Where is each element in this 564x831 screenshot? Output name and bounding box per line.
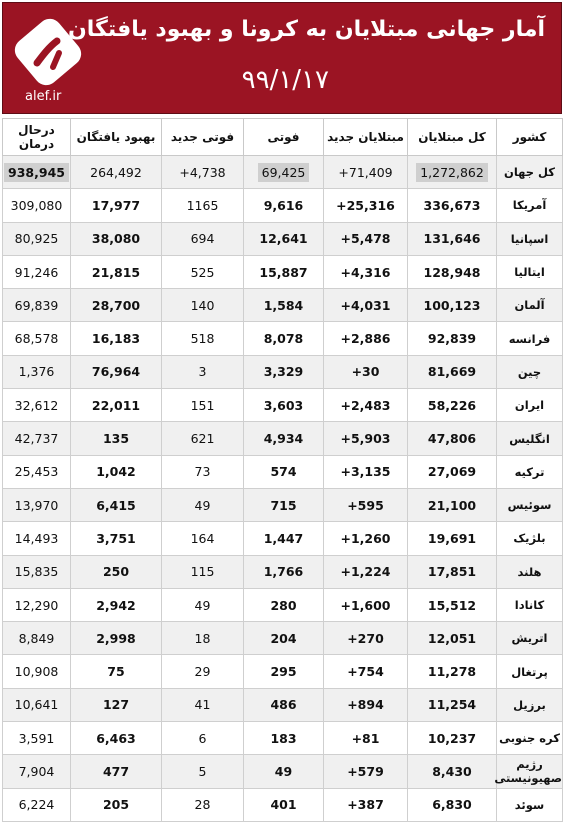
deaths-cell: 8,078 <box>244 322 324 355</box>
deaths-cell: 295 <box>244 655 324 688</box>
active-cell: 15,835 <box>3 555 71 588</box>
new-deaths-cell: +4,738 <box>162 156 244 189</box>
table-row <box>3 355 563 388</box>
new-deaths-cell: 41 <box>162 688 244 721</box>
active-cell: 10,908 <box>3 655 71 688</box>
table-row <box>3 389 563 422</box>
table-row <box>3 788 563 821</box>
total-cell: 100,123 <box>408 289 497 322</box>
deaths-cell: 15,887 <box>244 255 324 288</box>
active-cell: 13,970 <box>3 488 71 521</box>
active-cell: 3,591 <box>3 722 71 755</box>
new-deaths-cell: 29 <box>162 655 244 688</box>
new-cases-cell: +754 <box>324 655 408 688</box>
country-cell: کل جهان <box>497 156 563 189</box>
total-cell: 11,254 <box>408 688 497 721</box>
new-deaths-cell: 694 <box>162 222 244 255</box>
new-cases-cell: +595 <box>324 488 408 521</box>
col-total-header: کل مبتلایان <box>408 119 497 156</box>
new-deaths-cell: 140 <box>162 289 244 322</box>
table-row <box>3 588 563 621</box>
active-cell: 10,641 <box>3 688 71 721</box>
total-cell: 131,646 <box>408 222 497 255</box>
country-cell: کانادا <box>497 588 563 621</box>
new-deaths-cell: 164 <box>162 522 244 555</box>
table-row <box>3 189 563 222</box>
deaths-cell: 1,766 <box>244 555 324 588</box>
table-row <box>3 455 563 488</box>
country-cell: سوئیس <box>497 488 563 521</box>
table-row <box>3 289 563 322</box>
new-deaths-cell: 151 <box>162 389 244 422</box>
recovered-cell: 205 <box>71 788 162 821</box>
col-country-header: کشور <box>497 119 563 156</box>
active-cell: 12,290 <box>3 588 71 621</box>
table-row <box>3 488 563 521</box>
country-cell: آلمان <box>497 289 563 322</box>
recovered-cell: 127 <box>71 688 162 721</box>
active-cell: 938,945 <box>3 156 71 189</box>
total-cell: 12,051 <box>408 622 497 655</box>
table-row <box>3 522 563 555</box>
new-deaths-cell: 73 <box>162 455 244 488</box>
new-cases-cell: +5,478 <box>324 222 408 255</box>
recovered-cell: 75 <box>71 655 162 688</box>
recovered-cell: 477 <box>71 755 162 788</box>
deaths-cell: 49 <box>244 755 324 788</box>
new-cases-cell: +5,903 <box>324 422 408 455</box>
table-row <box>3 156 563 189</box>
col-recovered-header: بهبود یافتگان <box>71 119 162 156</box>
country-cell: چین <box>497 355 563 388</box>
deaths-cell: 1,584 <box>244 289 324 322</box>
deaths-cell: 486 <box>244 688 324 721</box>
table-header-row <box>3 119 563 156</box>
active-cell: 91,246 <box>3 255 71 288</box>
recovered-cell: 17,977 <box>71 189 162 222</box>
deaths-cell: 204 <box>244 622 324 655</box>
new-deaths-cell: 49 <box>162 488 244 521</box>
col-deaths-header: فوتی <box>244 119 324 156</box>
deaths-cell: 574 <box>244 455 324 488</box>
deaths-cell: 183 <box>244 722 324 755</box>
new-deaths-cell: 621 <box>162 422 244 455</box>
total-cell: 17,851 <box>408 555 497 588</box>
recovered-cell: 6,415 <box>71 488 162 521</box>
country-cell: ترکیه <box>497 455 563 488</box>
new-cases-cell: +1,224 <box>324 555 408 588</box>
total-cell: 11,278 <box>408 655 497 688</box>
table-row <box>3 422 563 455</box>
country-cell: آمریکا <box>497 189 563 222</box>
recovered-cell: 2,942 <box>71 588 162 621</box>
new-cases-cell: +1,600 <box>324 588 408 621</box>
new-cases-cell: +81 <box>324 722 408 755</box>
total-cell: 10,237 <box>408 722 497 755</box>
recovered-cell: 1,042 <box>71 455 162 488</box>
deaths-cell: 401 <box>244 788 324 821</box>
total-cell: 58,226 <box>408 389 497 422</box>
new-deaths-cell: 3 <box>162 355 244 388</box>
new-cases-cell: +2,483 <box>324 389 408 422</box>
new-cases-cell: +387 <box>324 788 408 821</box>
new-deaths-cell: 525 <box>162 255 244 288</box>
recovered-cell: 28,700 <box>71 289 162 322</box>
new-cases-cell: +3,135 <box>324 455 408 488</box>
col-active-header: درحال درمان <box>3 119 71 156</box>
new-deaths-cell: 1165 <box>162 189 244 222</box>
deaths-cell: 715 <box>244 488 324 521</box>
covid-stats-table <box>2 118 563 822</box>
recovered-cell: 135 <box>71 422 162 455</box>
total-cell: 6,830 <box>408 788 497 821</box>
country-cell: برزیل <box>497 688 563 721</box>
table-row <box>3 688 563 721</box>
recovered-cell: 264,492 <box>71 156 162 189</box>
total-cell: 1,272,862 <box>408 156 497 189</box>
total-cell: 27,069 <box>408 455 497 488</box>
country-cell: اسپانیا <box>497 222 563 255</box>
deaths-cell: 3,603 <box>244 389 324 422</box>
new-cases-cell: +2,886 <box>324 322 408 355</box>
active-cell: 8,849 <box>3 622 71 655</box>
alef-logo-icon <box>13 17 83 87</box>
page-title: آمار جهانی مبتلایان به کرونا و بهبود یافتگان <box>68 17 545 42</box>
active-cell: 80,925 <box>3 222 71 255</box>
deaths-cell: 280 <box>244 588 324 621</box>
new-deaths-cell: 115 <box>162 555 244 588</box>
recovered-cell: 21,815 <box>71 255 162 288</box>
country-cell: ایتالیا <box>497 255 563 288</box>
new-deaths-cell: 18 <box>162 622 244 655</box>
country-cell: کره جنوبی <box>497 722 563 755</box>
deaths-cell: 3,329 <box>244 355 324 388</box>
country-cell: رژیم صهیونیستی <box>497 755 563 788</box>
total-cell: 92,839 <box>408 322 497 355</box>
total-cell: 128,948 <box>408 255 497 288</box>
recovered-cell: 16,183 <box>71 322 162 355</box>
recovered-cell: 2,998 <box>71 622 162 655</box>
new-deaths-cell: 5 <box>162 755 244 788</box>
new-cases-cell: +4,031 <box>324 289 408 322</box>
active-cell: 14,493 <box>3 522 71 555</box>
deaths-cell: 69,425 <box>244 156 324 189</box>
deaths-cell: 9,616 <box>244 189 324 222</box>
table-row <box>3 255 563 288</box>
active-cell: 1,376 <box>3 355 71 388</box>
country-cell: اتریش <box>497 622 563 655</box>
country-cell: انگلیس <box>497 422 563 455</box>
total-cell: 336,673 <box>408 189 497 222</box>
active-cell: 42,737 <box>3 422 71 455</box>
new-cases-cell: +25,316 <box>324 189 408 222</box>
total-cell: 81,669 <box>408 355 497 388</box>
table-row <box>3 755 563 788</box>
active-cell: 32,612 <box>3 389 71 422</box>
new-deaths-cell: 28 <box>162 788 244 821</box>
table-row <box>3 322 563 355</box>
country-cell: هلند <box>497 555 563 588</box>
new-deaths-cell: 518 <box>162 322 244 355</box>
active-cell: 68,578 <box>3 322 71 355</box>
deaths-cell: 4,934 <box>244 422 324 455</box>
active-cell: 6,224 <box>3 788 71 821</box>
logo-text: alef.ir <box>25 89 62 104</box>
total-cell: 19,691 <box>408 522 497 555</box>
new-cases-cell: +4,316 <box>324 255 408 288</box>
recovered-cell: 76,964 <box>71 355 162 388</box>
table-row <box>3 622 563 655</box>
total-cell: 15,512 <box>408 588 497 621</box>
recovered-cell: 3,751 <box>71 522 162 555</box>
total-cell: 21,100 <box>408 488 497 521</box>
recovered-cell: 250 <box>71 555 162 588</box>
new-cases-cell: +71,409 <box>324 156 408 189</box>
active-cell: 69,839 <box>3 289 71 322</box>
header-banner <box>2 2 562 114</box>
country-cell: فرانسه <box>497 322 563 355</box>
new-cases-cell: +1,260 <box>324 522 408 555</box>
active-cell: 7,904 <box>3 755 71 788</box>
new-cases-cell: +30 <box>324 355 408 388</box>
total-cell: 47,806 <box>408 422 497 455</box>
new-cases-cell: +894 <box>324 688 408 721</box>
country-cell: سوئد <box>497 788 563 821</box>
country-cell: بلژیک <box>497 522 563 555</box>
table-row <box>3 555 563 588</box>
recovered-cell: 6,463 <box>71 722 162 755</box>
recovered-cell: 22,011 <box>71 389 162 422</box>
deaths-cell: 12,641 <box>244 222 324 255</box>
new-deaths-cell: 49 <box>162 588 244 621</box>
deaths-cell: 1,447 <box>244 522 324 555</box>
new-cases-cell: +270 <box>324 622 408 655</box>
col-new-deaths-header: فوتی جدید <box>162 119 244 156</box>
country-cell: ایران <box>497 389 563 422</box>
table-row <box>3 222 563 255</box>
new-cases-cell: +579 <box>324 755 408 788</box>
total-cell: 8,430 <box>408 755 497 788</box>
active-cell: 309,080 <box>3 189 71 222</box>
new-deaths-cell: 6 <box>162 722 244 755</box>
recovered-cell: 38,080 <box>71 222 162 255</box>
active-cell: 25,453 <box>3 455 71 488</box>
col-new-cases-header: مبتلایان جدید <box>324 119 408 156</box>
report-date: ۹۹/۱/۱۷ <box>241 65 329 95</box>
country-cell: پرتغال <box>497 655 563 688</box>
table-row <box>3 722 563 755</box>
table-row <box>3 655 563 688</box>
